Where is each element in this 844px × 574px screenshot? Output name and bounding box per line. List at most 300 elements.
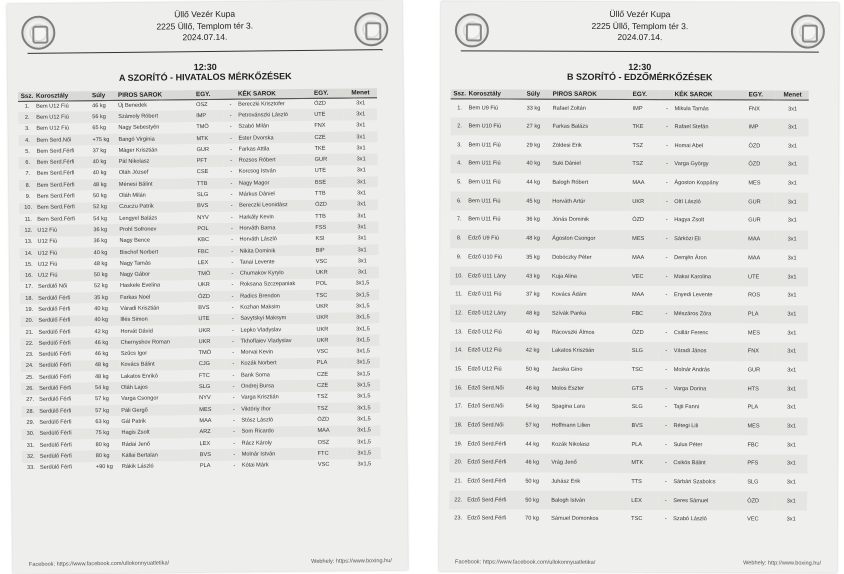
red-corner-club: TTB: [196, 178, 224, 190]
weight-class: 42 kg: [525, 342, 551, 361]
event-address: 2225 Üllő, Templom tér 3.: [591, 20, 689, 31]
weight-class: 36 kg: [93, 238, 108, 245]
red-corner-club: MAA: [631, 292, 645, 299]
weight-class: 46 kg: [94, 337, 120, 349]
red-corner-club: SLG: [631, 404, 643, 411]
bout-number: 11.: [24, 216, 33, 223]
rounds: 3x1,5: [345, 312, 379, 324]
bout-sheet-b: [439, 1, 839, 572]
bout-number: 22.: [21, 338, 38, 349]
blue-corner-boxer: Savytskyi Maksym: [239, 313, 315, 325]
red-corner-club: KBC: [197, 237, 210, 244]
red-corner-boxer: Bangó Virginia: [117, 133, 195, 145]
event-title: Üllő Vezér Kupa: [609, 8, 671, 20]
blue-corner-boxer: Viktóriy Ihor: [240, 403, 316, 415]
red-corner-boxer: Ágoston Csongor: [551, 230, 631, 249]
bout-number: 24.: [21, 361, 38, 372]
rounds: 3x1,5: [346, 357, 380, 369]
bout-number: 2.: [451, 117, 468, 136]
table-row: [449, 491, 807, 511]
age-class: Serdülő Férfi: [38, 405, 94, 417]
vs-separator: -: [226, 358, 240, 369]
weight-class: 48 kg: [92, 179, 118, 191]
blue-corner-club: ÓZD: [748, 143, 761, 150]
weight-class: 33 kg: [526, 105, 541, 112]
blue-corner-club: CZE: [313, 131, 343, 143]
bout-number: 14.: [20, 248, 37, 259]
red-corner-boxer: Rádai Jenő: [121, 441, 150, 448]
vs-separator: -: [226, 336, 240, 347]
blue-corner-club: PLA: [316, 357, 346, 369]
column-header-blue-corner-boxer: KÉK SAROK: [674, 90, 748, 99]
vs-separator: -: [227, 449, 241, 460]
bout-number: 5.: [457, 179, 462, 186]
weight-class: 48 kg: [94, 373, 109, 380]
age-class: U12 Fiú: [37, 238, 58, 245]
table-row: [450, 248, 808, 268]
blue-corner-club: VEC: [747, 516, 759, 523]
red-corner-boxer: Zöldesi Erik: [552, 142, 582, 149]
red-corner-club: GTS: [631, 379, 659, 398]
weight-class: 54 kg: [93, 215, 107, 222]
age-class: Edző U11 Lány: [467, 267, 525, 286]
weight-class: 46 kg: [92, 102, 106, 110]
blue-corner-boxer: Morvai Kevin: [240, 349, 274, 356]
blue-corner-boxer: Stósz László: [241, 417, 274, 424]
red-corner-club: FBC: [631, 305, 659, 324]
weight-class: 63 kg: [95, 418, 110, 426]
rounds: 3x1,5: [347, 447, 381, 459]
blue-corner-boxer: Váradi János: [673, 342, 747, 361]
blue-corner-club: POL: [315, 281, 328, 288]
red-corner-boxer: Horváth Artúr: [551, 192, 631, 211]
red-corner-boxer: Kuja Alina: [551, 267, 631, 286]
vs-separator: -: [665, 441, 667, 448]
rounds: 3x1: [357, 212, 367, 220]
age-class: Edző U9 Fiú: [467, 229, 525, 248]
age-class: Bem Serd.Férfi: [36, 202, 92, 214]
red-corner-boxer: Nagy Sebestyén: [118, 124, 160, 132]
vs-separator: -: [658, 454, 672, 473]
red-corner-boxer: Kozák Nikolasz: [551, 441, 590, 448]
blue-corner-boxer: Tajti Fanni: [673, 404, 700, 411]
red-corner-boxer: Nagy Gábor: [119, 269, 197, 281]
red-corner-boxer: Varga Csongor: [121, 395, 159, 403]
red-corner-club: OSZ: [196, 101, 208, 108]
rounds: 3x1: [344, 154, 378, 166]
vs-separator: -: [659, 379, 673, 398]
column-header-red-corner-club: EGY.: [632, 90, 660, 99]
age-class: Serdülő Férfi: [38, 428, 94, 440]
vs-separator: -: [229, 101, 232, 108]
age-class: Edző Serd.Női: [467, 379, 525, 398]
red-corner-boxer: Dobóczky Péter: [552, 254, 592, 261]
blue-corner-club: MAA: [747, 230, 775, 249]
red-corner-boxer: Szűcs Igor: [120, 350, 148, 358]
weight-class: +90 kg: [95, 464, 113, 471]
red-corner-boxer: Balogh István: [550, 491, 630, 510]
vs-separator: -: [665, 254, 668, 261]
table-row: [449, 509, 807, 529]
rounds: 3x1: [787, 143, 798, 150]
rounds: 3x1,5: [357, 461, 372, 468]
blue-corner-club: ROS: [747, 292, 761, 299]
blue-corner-club: UKR: [316, 326, 329, 333]
blue-corner-club: UTE: [313, 109, 343, 121]
table-row: [451, 117, 809, 137]
rounds: 3x1: [343, 109, 377, 121]
footer-facebook-link: Facebook: https://www.facebook.com/ullokonnyuatletika/: [455, 559, 596, 566]
age-class: Serdülő Férfi: [38, 337, 94, 349]
blue-corner-club: ÓZD: [747, 155, 775, 174]
bout-number: 4.: [450, 154, 467, 173]
vs-separator: -: [224, 200, 238, 211]
bout-number: 25.: [26, 374, 34, 381]
blue-corner-club: VSC: [317, 461, 330, 468]
blue-corner-boxer: Csillár Ferenc: [673, 329, 709, 336]
red-corner-club: MES: [198, 404, 226, 416]
table-row: [450, 229, 808, 249]
bout-number: 16.: [20, 270, 37, 281]
column-header-red-corner-boxer: PIROS SAROK: [552, 90, 632, 99]
red-corner-boxer: Lakatos Krisztián: [551, 342, 631, 361]
blue-corner-boxer: Márkus Dániel: [239, 191, 275, 198]
rounds: 3x1: [357, 258, 367, 265]
red-corner-club: MAA: [632, 180, 645, 187]
red-corner-club: UKR: [198, 327, 211, 334]
age-class: Edző Serd.Férfi: [466, 453, 524, 472]
vs-separator: -: [226, 404, 240, 415]
bout-number: 29.: [26, 419, 35, 426]
document-footer: [455, 559, 821, 566]
vs-separator: -: [666, 105, 669, 112]
weight-class: 48 kg: [94, 360, 120, 372]
rounds: 3x1: [786, 479, 796, 486]
red-corner-club: BVS: [198, 304, 210, 312]
blue-corner-boxer: Sárbári Szabolcs: [673, 479, 716, 486]
vs-separator: -: [664, 516, 667, 523]
bout-number: 20.: [449, 453, 466, 472]
bout-number: 13.: [454, 328, 463, 335]
table-row: [450, 379, 808, 399]
red-corner-boxer: Balogh Róbert: [552, 179, 589, 186]
rounds: 3x1: [775, 305, 808, 324]
weight-class: 50 kg: [93, 193, 107, 200]
red-corner-club: LEX: [630, 491, 658, 510]
age-class: Edző Serd.Férfi: [466, 491, 524, 510]
table-row: [22, 459, 381, 474]
document-footer: [29, 558, 392, 568]
red-corner-club: UKR: [631, 192, 659, 211]
rounds: 3x1: [343, 131, 377, 143]
red-corner-boxer: Nagy Bence: [119, 237, 151, 245]
rounds: 3x1: [357, 235, 367, 242]
red-corner-club: IMP: [195, 110, 223, 122]
vs-separator: -: [232, 372, 235, 379]
red-corner-club: BVS: [199, 449, 227, 461]
weight-class: 52 kg: [93, 283, 108, 290]
red-corner-boxer: Hagis Zsolt: [120, 427, 198, 439]
rounds: 3x1,5: [356, 371, 371, 378]
blue-corner-boxer: Harkály Kevin: [239, 213, 274, 221]
red-corner-club: MAA: [632, 254, 645, 261]
header-divider: [461, 50, 819, 52]
blue-corner-boxer: Ondrej Bursa: [240, 380, 316, 392]
red-corner-boxer: Pál Nikolasz: [118, 156, 196, 168]
age-class: Serdülő Férfi: [39, 396, 72, 404]
age-class: Serdülő Férfi: [38, 360, 94, 372]
blue-corner-boxer: Petrovánszki László: [237, 109, 313, 121]
bout-number: 26.: [21, 383, 38, 394]
bout-number: 4.: [18, 135, 35, 146]
bout-number: 6.: [450, 192, 467, 211]
weight-class: 44 kg: [526, 179, 541, 186]
age-class: Bem U9 Fiú: [468, 104, 499, 112]
weight-class: 27 kg: [526, 117, 552, 136]
rounds: 3x1,5: [346, 334, 380, 346]
blue-corner-club: UKR: [315, 312, 345, 324]
rounds: 3x1: [356, 100, 366, 107]
bout-number: 3.: [457, 142, 462, 149]
weight-class: 50 kg: [525, 366, 540, 373]
bout-number: 12.: [450, 304, 467, 323]
blue-corner-boxer: Szabó Milán: [238, 123, 270, 130]
vs-separator: -: [225, 291, 239, 302]
red-corner-club: MES: [631, 230, 659, 249]
table-row: [450, 323, 808, 343]
rounds: 3x1,5: [355, 280, 370, 287]
red-corner-club: SLG: [198, 381, 226, 393]
blue-corner-boxer: Som Ricardo: [240, 425, 316, 437]
age-class: Bem Serd.Férfi: [37, 215, 75, 223]
blue-corner-boxer: Seres Sámuel: [672, 492, 746, 511]
rounds: 3x1: [786, 516, 796, 524]
table-row: [450, 360, 808, 380]
age-class: Bem U11 Fiú: [468, 216, 501, 223]
bout-number: 2.: [18, 112, 35, 123]
rounds: 3x1: [774, 417, 807, 436]
vs-separator: -: [232, 395, 235, 402]
blue-corner-club: FNX: [314, 122, 326, 130]
red-corner-club: PLA: [199, 463, 211, 470]
column-header-bout-number: Ssz.: [18, 92, 35, 101]
weight-class: 40 kg: [94, 306, 108, 313]
blue-corner-boxer: Demjén Áron: [674, 254, 707, 262]
age-class: Bem Serd.Férfi: [36, 148, 75, 155]
weight-class: 46 kg: [525, 379, 551, 398]
vs-separator: -: [231, 304, 234, 311]
weight-class: 36 kg: [92, 224, 118, 236]
column-header-weight-class: Súly: [91, 91, 117, 100]
blue-corner-club: BIP: [315, 244, 345, 256]
red-corner-boxer: Rafael Zoltán: [552, 105, 586, 112]
bout-number: 32.: [22, 451, 39, 462]
rounds: 3x1: [356, 167, 366, 174]
rounds: 3x1: [356, 145, 366, 152]
weight-class: 43 kg: [525, 267, 551, 286]
bout-number: 8.: [19, 180, 36, 191]
blue-corner-boxer: Varga Krisztián: [241, 394, 279, 402]
table-row: [450, 285, 808, 305]
red-corner-club: VEC: [631, 267, 659, 286]
blue-corner-club: FBC: [747, 442, 759, 449]
blue-corner-club: MAA: [748, 255, 761, 262]
ring-title: B SZORÍTÓ - EDZŐMÉRKŐZÉSEK: [566, 71, 713, 83]
blue-corner-boxer: Mikula Tamás: [674, 105, 709, 112]
bout-number: 1.: [24, 103, 30, 110]
blue-corner-club: TSC: [315, 290, 345, 302]
bout-number: 19.: [454, 441, 463, 448]
blue-corner-club: GUR: [314, 154, 344, 166]
rounds: 3x1: [774, 492, 807, 511]
age-class: Edző U11 Fiú: [467, 291, 502, 298]
weight-class: 40 kg: [525, 329, 540, 336]
red-corner-club: NYV: [199, 395, 211, 402]
bout-sheet-a: [7, 0, 408, 574]
red-corner-boxer: Ménesi Bálint: [118, 178, 196, 190]
red-corner-boxer: Sámuel Domonkos: [551, 516, 599, 523]
blue-corner-boxer: Ágoston Koppány: [674, 180, 719, 187]
age-class: Edző Serd.Női: [467, 403, 504, 410]
vs-separator: -: [659, 267, 673, 286]
weight-class: 42 kg: [94, 328, 109, 335]
blue-corner-club: UTE: [314, 168, 327, 175]
weight-class: 48 kg: [93, 260, 108, 267]
vs-separator: -: [225, 246, 239, 257]
vs-separator: -: [659, 230, 673, 249]
blue-corner-boxer: Varga Dorina: [673, 379, 747, 398]
vs-separator: -: [224, 223, 238, 234]
blue-corner-boxer: Bereczki Leonidász: [238, 200, 314, 212]
age-class: Bem Serd.Férfi: [36, 157, 92, 169]
blue-corner-club: MES: [747, 329, 760, 337]
weight-class: 50 kg: [93, 269, 119, 281]
weight-class: 46 kg: [94, 351, 109, 358]
age-class: Serdülő Női: [37, 283, 68, 291]
blue-corner-boxer: Mészáros Zóra: [673, 305, 747, 324]
bout-number: 19.: [25, 306, 34, 313]
weight-class: 44 kg: [525, 441, 540, 448]
column-header-weight-class: Súly: [526, 90, 552, 99]
vs-separator: -: [229, 123, 232, 130]
age-class: Bem U11 Fiú: [468, 142, 501, 149]
red-corner-club: TSZ: [631, 155, 659, 174]
age-class: Serdülő Férfi: [39, 441, 72, 449]
weight-class: 80 kg: [95, 450, 121, 462]
red-corner-club: TSC: [631, 366, 643, 373]
bout-number: 31.: [26, 442, 35, 449]
rounds: 3x1: [344, 176, 378, 188]
weight-class: 57 kg: [94, 405, 120, 417]
age-class: Serdülő Férfi: [39, 419, 72, 426]
header-divider: [28, 49, 383, 54]
table-row: [450, 210, 808, 230]
blue-corner-boxer: Radics Brendon: [239, 290, 315, 302]
rounds: 3x1: [787, 217, 797, 225]
red-corner-boxer: Hoffmann Lilien: [550, 416, 630, 435]
weight-class: 54 kg: [94, 382, 120, 394]
age-class: Serdülő Férfi: [38, 383, 94, 395]
weight-class: 48 kg: [525, 304, 551, 323]
weight-class: 35 kg: [526, 254, 540, 261]
vs-separator: -: [223, 133, 237, 144]
blue-corner-boxer: Bereczki Krisztofer: [238, 101, 285, 108]
age-class: U12 Fiú: [37, 270, 93, 282]
weight-class: 50 kg: [524, 491, 550, 510]
column-header-red-corner-boxer: PIROS SAROK: [117, 90, 195, 100]
blue-corner-boxer: Lepko Vladyslav: [240, 326, 282, 334]
vs-separator: -: [231, 327, 234, 334]
red-corner-boxer: Új Benedek: [118, 102, 148, 109]
red-corner-boxer: Czuczu Patrik: [118, 201, 196, 213]
red-corner-club: TMÖ: [196, 124, 209, 131]
red-corner-boxer: Szívák Panka: [551, 304, 631, 323]
red-corner-club: BVS: [630, 417, 658, 436]
blue-corner-boxer: Korcsog István: [238, 168, 276, 176]
bout-number: 8.: [450, 229, 467, 248]
vs-separator: -: [230, 191, 233, 198]
footer-facebook-link: Facebook: https://www.facebook.com/ullokonnyuatletika/: [28, 560, 170, 568]
blue-corner-club: UKR: [316, 335, 346, 347]
red-corner-club: FBC: [197, 246, 225, 258]
vs-separator: -: [225, 268, 239, 279]
bout-number: 18.: [20, 293, 37, 304]
red-corner-club: TKE: [632, 118, 660, 137]
bout-number: 22.: [449, 491, 466, 510]
weight-class: +75 kg: [91, 134, 117, 146]
blue-corner-boxer: Nagy Magor: [238, 177, 314, 189]
blue-corner-club: ÓZD: [314, 199, 344, 211]
vs-separator: -: [660, 118, 674, 137]
column-header-age-class: Korosztály: [35, 91, 91, 101]
vs-separator: -: [231, 282, 234, 289]
blue-corner-boxer: Rácz Károly: [241, 439, 272, 447]
weight-class: 56 kg: [91, 111, 117, 123]
bout-number: 6.: [19, 157, 36, 168]
rounds: 3x1: [776, 118, 809, 137]
age-class: Edző Serd.Férfi: [467, 515, 507, 523]
blue-corner-club: KSI: [315, 235, 325, 243]
red-corner-boxer: Oláh Milán: [119, 192, 146, 199]
red-corner-boxer: Farkas Noel: [119, 291, 197, 303]
vs-separator: -: [665, 217, 668, 224]
column-header-blue-corner-club: EGY.: [748, 90, 776, 99]
blue-corner-boxer: Sárközi Eli: [673, 230, 747, 249]
blue-corner-club: TSZ: [317, 394, 328, 401]
bout-number: 11.: [455, 291, 463, 298]
age-class: Bem Serd.Férfi: [36, 170, 75, 178]
weight-class: 80 kg: [95, 441, 110, 448]
red-corner-club: IMP: [632, 105, 643, 112]
weight-class: 48 kg: [525, 229, 551, 248]
vs-separator: -: [232, 417, 235, 424]
rounds: 3x1: [356, 190, 367, 197]
age-class: U12 Fiú: [36, 224, 92, 236]
vs-separator: -: [665, 367, 668, 374]
blue-corner-club: CZE: [316, 371, 329, 378]
blue-corner-club: VSC: [316, 348, 329, 356]
table-row: [450, 192, 808, 212]
weight-class: 40 kg: [93, 315, 119, 327]
blue-corner-boxer: Bank Soma: [240, 372, 270, 379]
age-class: U12 Fiú: [37, 247, 93, 259]
rounds: 3x1,5: [346, 425, 380, 437]
vs-separator: -: [664, 479, 667, 486]
blue-corner-club: GUR: [748, 217, 761, 224]
vs-separator: -: [658, 417, 672, 436]
rounds: 3x1: [775, 342, 808, 361]
age-class: Edző Serd.Férfi: [467, 478, 507, 485]
